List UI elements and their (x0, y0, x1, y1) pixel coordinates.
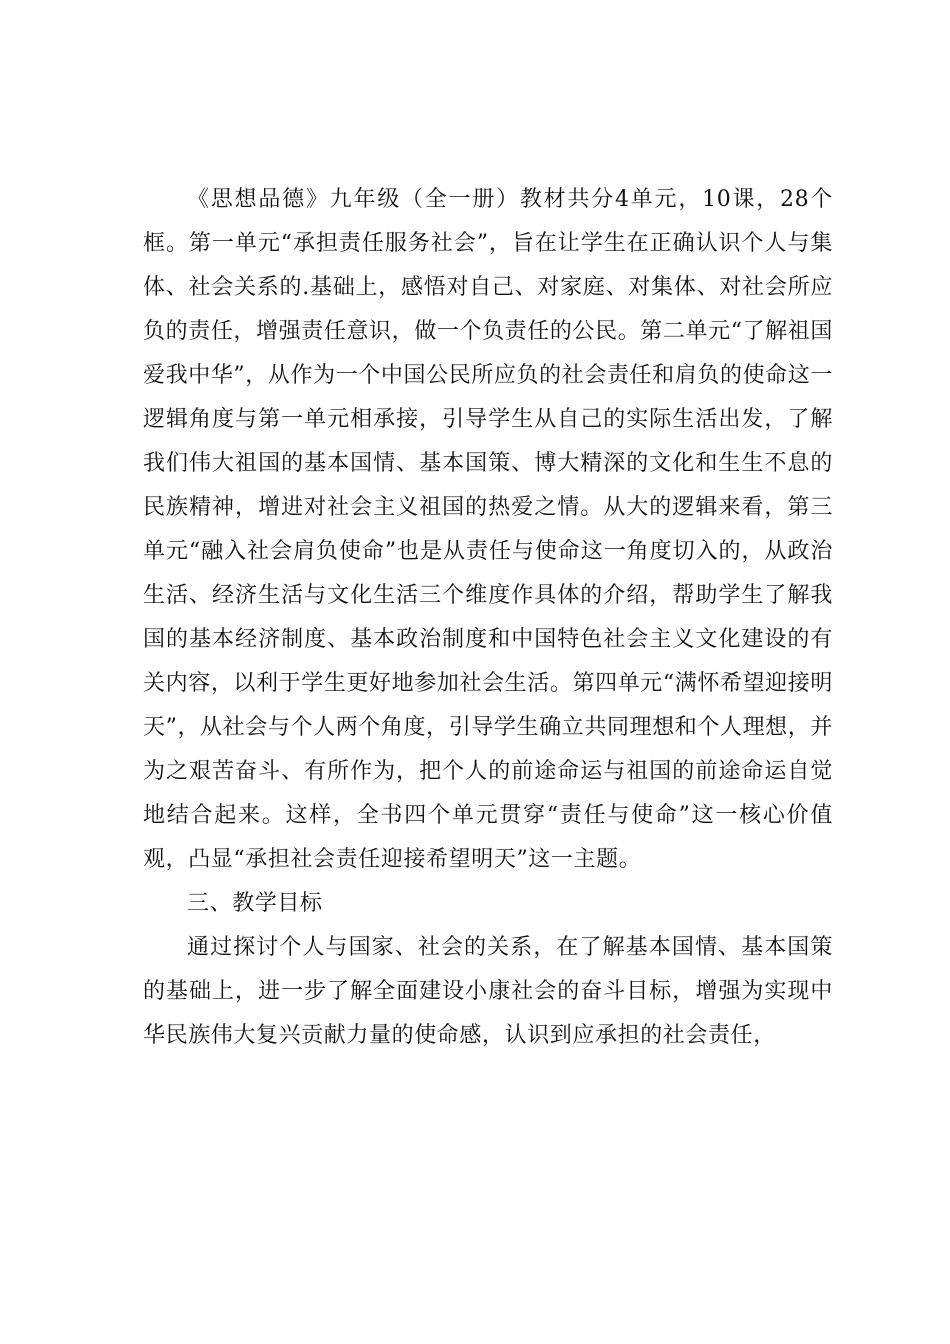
document-body (143, 178, 833, 1058)
body-paragraph-goals: 通过探讨个人与国家、社会的关系，在了解基本国情、基本国策的基础上，进一步了解全面建设小康社会的奋斗目标，增强为实现中华民族伟大复兴贡献力量的使命感，认识到应承担的社会责任， (143, 935, 833, 1048)
section-heading-teaching-goals: 三、教学目标 (187, 891, 323, 916)
body-paragraph-units: 《思想品德》九年级（全一册）教材共分4单元，10课，28个框。第一单元“承担责任服务社会”，旨在让学生在正确认识个人与集体、社会关系的.基础上，感悟对自己、对家庭、对集体、对社会所应负的责任，增强责任意识，做一个负责任的公民。第二单元“了解祖国爱我中华”，从作为一个中国公民所应负的社会责任和肩负的使命这一逻辑角度与第一单元相承接，引导学生从自己的实际生活出发，了解我们伟大祖国的基本国情、基本国策、博大精深的文化和生生不息的民族精神，增进对社会主义祖国的热爱之情。从大的逻辑来看，第三单元“融入社会肩负使命”也是从责任与使命这一角度切入的，从政治生活、经济生活与文化生活三个维度作具体的介绍，帮助学生了解我国的基本经济制度、基本政治制度和中国特色社会主义文化建设的有关内容，以利于学生更好地参加社会生活。第四单元“满怀希望迎接明天”，从社会与个人两个角度，引导学生确立共同理想和个人理想，并为之艰苦奋斗、有所作为，把个人的前途命运与祖国的前途命运自觉地结合起来。这样，全书四个单元贯穿“责任与使命”这一核心价值观，凸显“承担社会责任迎接希望明天”这一主题。 (143, 187, 833, 872)
